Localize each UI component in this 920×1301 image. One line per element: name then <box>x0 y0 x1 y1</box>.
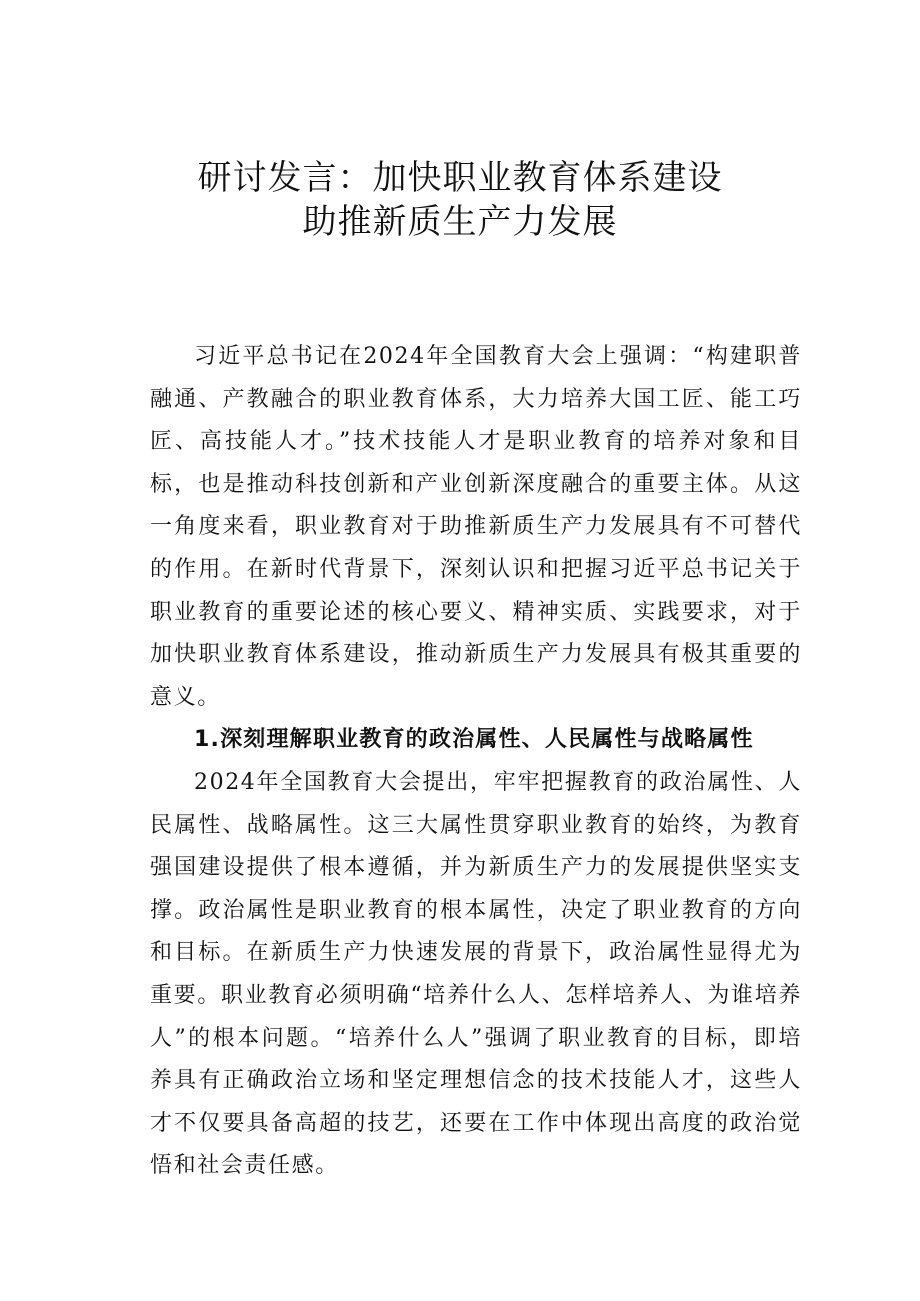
paragraph-intro: 习近平总书记在2024年全国教育大会上强调：“构建职普融通、产教融合的职业教育体系，大力培养大国工匠、能工巧匠、高技能人才。”技术技能人才是职业教育的培养对象和目标，也是推动科技创新和产业创新深度融合的重要主体。从这一角度来看，职业教育对于助推新质生产力发展具有不可替代的作用。在新时代背景下，深刻认识和把握习近平总书记关于职业教育的重要论述的核心要义、精神实质、实践要求，对于加快职业教育体系建设，推动新质生产力发展具有极其重要的意义。 <box>150 344 802 710</box>
document-title-line-1: 研讨发言：加快职业教育体系建设 <box>197 158 723 198</box>
document-title-line-2: 助推新质生产力发展 <box>302 202 618 242</box>
document-body <box>150 336 802 1188</box>
paragraph-section-1: 2024年全国教育大会提出，牢牢把握教育的政治属性、人民属性、战略属性。这三大属性贯穿职业教育的始终，为教育强国建设提供了根本遵循，并为新质生产力的发展提供坚实支撑。政治属性是职业教育的根本属性，决定了职业教育的方向和目标。在新质生产力快速发展的背景下，政治属性显得尤为重要。职业教育必须明确“培养什么人、怎样培养人、为谁培养人”的根本问题。“培养什么人”强调了职业教育的目标，即培养具有正确政治立场和坚定理想信念的技术技能人才，这些人才不仅要具备高超的技艺，还要在工作中体现出高度的政治觉悟和社会责任感。 <box>150 769 802 1179</box>
section-heading-1: 1.深刻理解职业教育的政治属性、人民属性与战略属性 <box>194 727 754 753</box>
